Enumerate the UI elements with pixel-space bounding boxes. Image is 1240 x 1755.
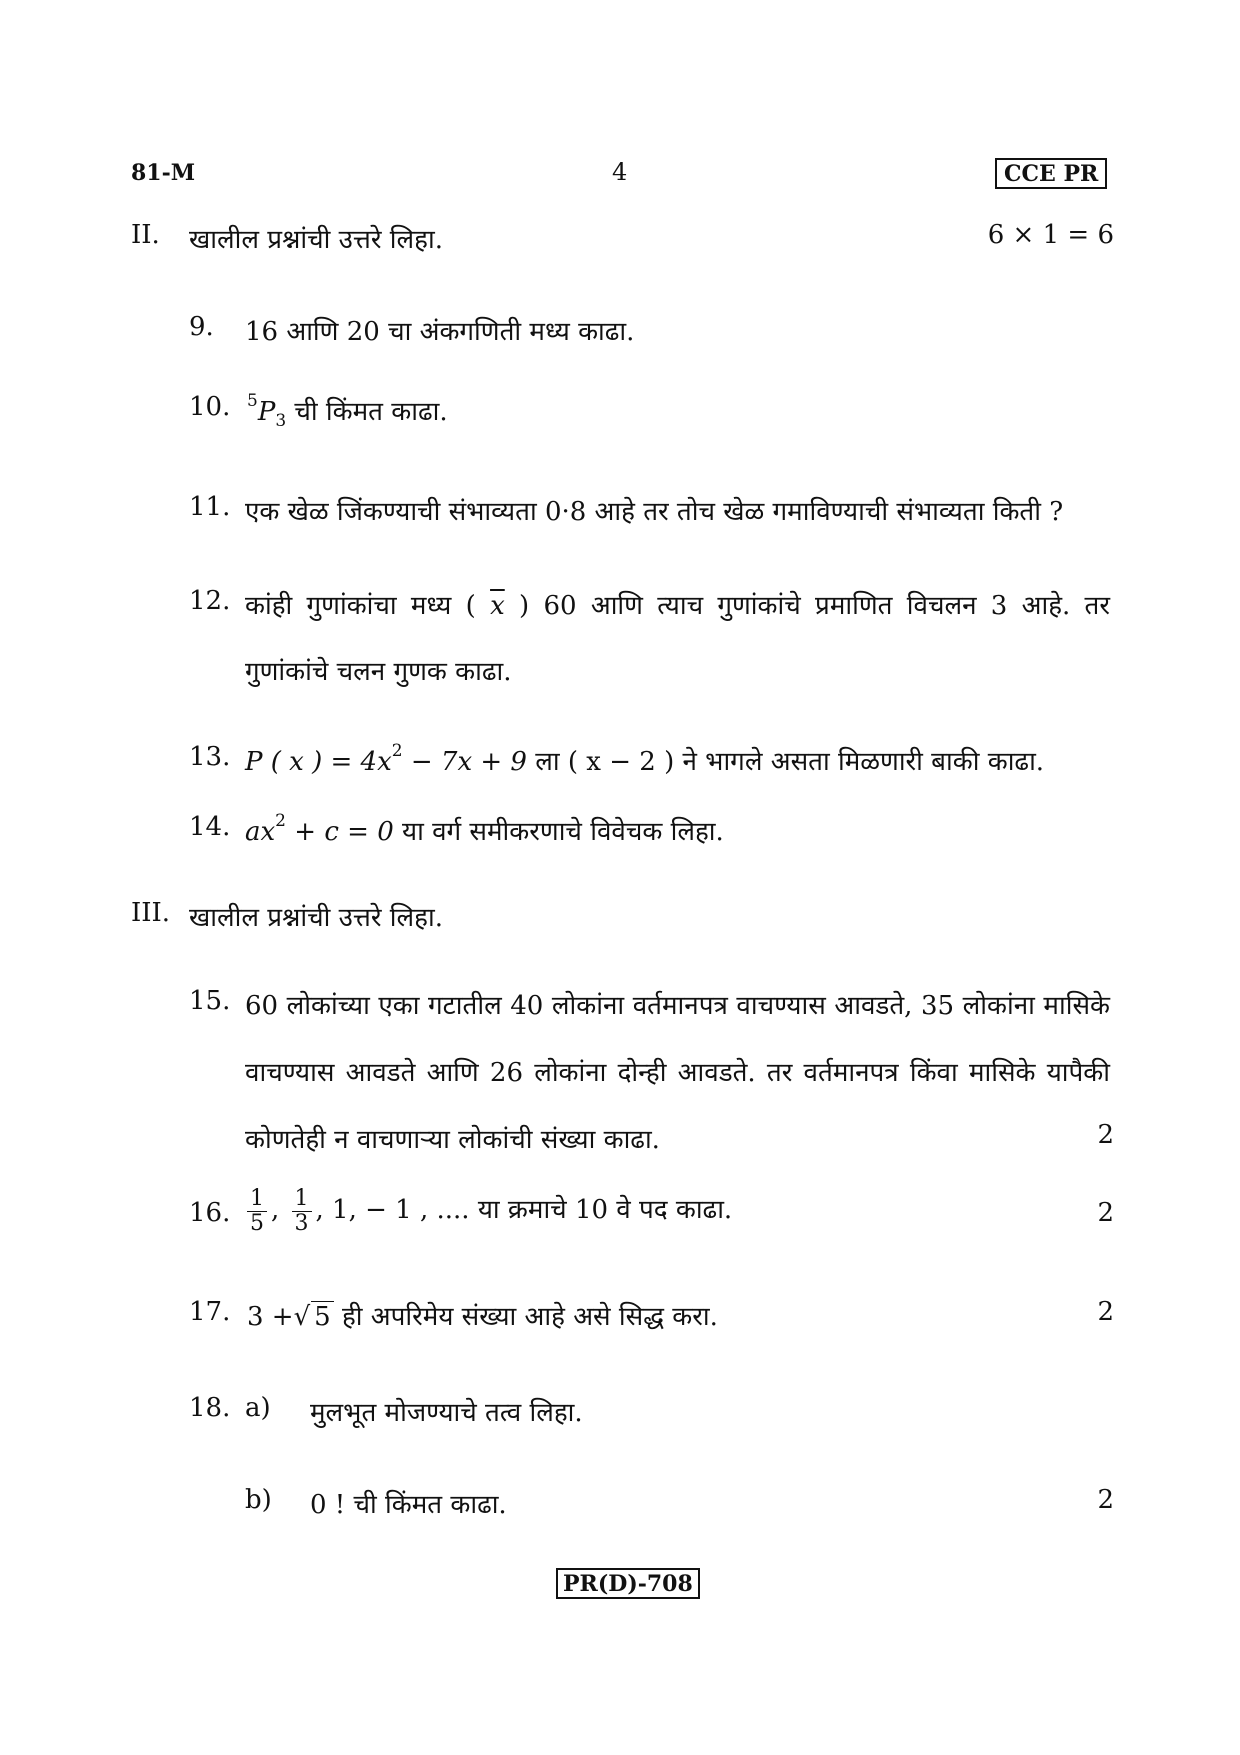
board-code-box: CCE PR [995,158,1107,189]
question-10-body: ची किंमत काढा. [294,397,448,427]
question-12-part-b: ) 60 आणि त्याच गुणांकांचे प्रमाणित विचलन 3 आहे. तर [519,591,1111,621]
question-16-marks: 2 [1097,1198,1114,1228]
question-15-line-3: कोणतेही न वाचणाऱ्या लोकांची संख्या काढा. [245,1125,660,1155]
question-16-text: $\frac{1}{5}$ , $\frac{1}{3}$ , 1, − 1 , .... या क्रमाचे 10 वे पद काढा. [243,1180,732,1240]
question-13-number: 13. [189,742,231,772]
question-18a-label: a) [245,1393,271,1423]
mean-symbol: $\overline{x}$ [490,591,505,621]
question-9-number: 9. [189,312,214,342]
polynomial-part-a: P ( x ) = 4x [245,747,392,777]
footer-code-box: PR(D)-708 [556,1568,700,1599]
question-15-marks: 2 [1097,1120,1114,1150]
question-11-number: 11. [189,492,231,522]
question-12-line-2: गुणांकांचे चलन गुणक काढा. [245,657,512,687]
question-10-text [247,392,448,431]
paper-code: 81-M [131,160,196,186]
question-12-part-a: कांही गुणांकांचा मध्य ( [245,591,476,621]
question-18a-text: मुलभूत मोजण्याचे तत्व लिहा. [310,1398,583,1428]
question-14-number: 14. [189,812,231,842]
section-2-numeral: II. [131,220,160,250]
perm-subscript: 3 [275,411,287,432]
question-17-marks: 2 [1097,1297,1114,1327]
question-18-marks: 2 [1097,1485,1114,1515]
polynomial-exponent: 2 [391,741,403,762]
question-16-body: या क्रमाचे 10 वे पद काढा. [477,1195,733,1225]
question-14-text [245,812,724,848]
question-15-number: 15. [189,986,231,1016]
question-17-body: ही अपरिमेय संख्या आहे असे सिद्ध करा. [341,1302,718,1332]
question-17-number: 17. [189,1297,231,1327]
fraction-one-fifth: $\frac{1}{5}$ [247,1187,267,1236]
question-15-line-2: वाचण्यास आवडते आणि 26 लोकांना दोन्ही आवडते. तर वर्तमानपत्र किंवा मासिके यापैकी [245,1058,1110,1088]
polynomial-part-b: − 7x + 9 [402,747,527,777]
page-number: 4 [612,158,628,186]
question-17-text: 3 +√ 5 ही अपरिमेय संख्या आहे असे सिद्ध करा. [247,1302,718,1332]
question-13-body: ला ( x − 2 ) ने भागले असता मिळणारी बाकी काढा. [535,747,1045,777]
question-15-line-1: 60 लोकांच्या एका गटातील 40 लोकांना वर्तमानपत्र वाचण्यास आवडते, 35 लोकांना मासिके [245,991,1110,1021]
question-9-text: 16 आणि 20 चा अंकगणिती मध्य काढा. [245,317,635,347]
section-3-title: खालील प्रश्नांची उत्तरे लिहा. [189,903,443,933]
sequence-rest: , 1, − 1 , .... [315,1195,470,1225]
question-12-line-1 [245,586,1110,622]
question-10-number: 10. [189,392,231,422]
section-3-numeral: III. [131,898,171,928]
question-16-number: 16. [189,1198,231,1228]
equation-part-a: ax [245,817,276,847]
perm-symbol: P [257,397,276,427]
question-12-number: 12. [189,586,231,616]
equation-part-b: + c = 0 [286,817,394,847]
perm-superscript: 5 [247,391,258,412]
radicand: 5 [311,1301,334,1332]
question-11-text: एक खेळ जिंकण्याची संभाव्यता 0·8 आहे तर तोच खेळ गमाविण्याची संभाव्यता किती ? [245,497,1064,527]
irrational-expr: 3 + [247,1302,294,1332]
question-13-text [245,742,1044,778]
question-18b-text: 0 ! ची किंमत काढा. [310,1490,507,1520]
section-2-marks: 6 × 1 = 6 [987,220,1114,250]
fraction-one-third: $\frac{1}{3}$ [292,1187,312,1236]
question-14-body: या वर्ग समीकरणाचे विवेचक लिहा. [402,817,724,847]
section-2-title: खालील प्रश्नांची उत्तरे लिहा. [189,225,443,255]
question-18-number: 18. [189,1393,231,1423]
question-18b-label: b) [245,1485,272,1515]
equation-exponent: 2 [275,811,286,832]
